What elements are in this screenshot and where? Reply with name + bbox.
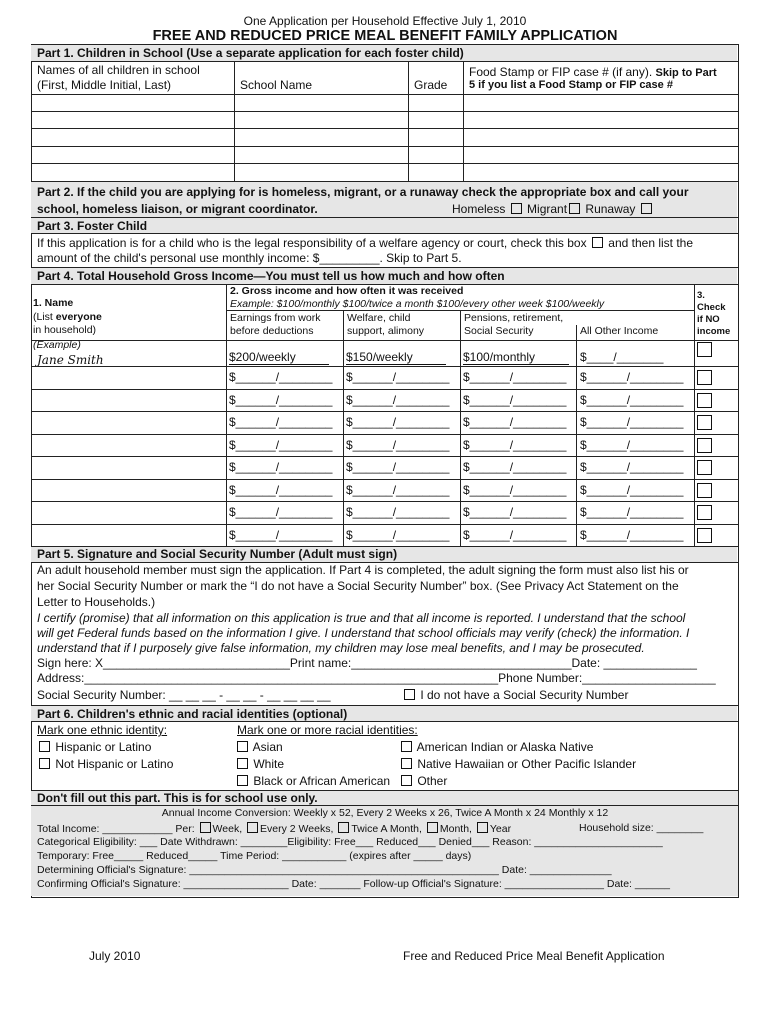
hawaiian-option: Native Hawaiian or Other Pacific Islander xyxy=(399,757,636,771)
homeless-label: Homeless xyxy=(452,202,506,216)
income-amount-field[interactable]: $______/________ xyxy=(580,437,684,452)
year-checkbox[interactable] xyxy=(477,822,488,833)
example-other: $____/_______ xyxy=(580,350,664,364)
categorical-line: Categorical Eligibility: ___ Date Withdrawn: ________Eligibility: Free___ Reduced___ Denied___ Reason: ______________________ xyxy=(37,836,663,848)
black-checkbox[interactable] xyxy=(237,775,248,786)
col-pensions-2: Social Security xyxy=(464,325,534,337)
gross-income-example: Example: $100/monthly $100/twice a month $100/every other week $100/weekly xyxy=(230,298,605,310)
col-earnings-1: Earnings from work xyxy=(230,312,321,324)
check-col-2: Check xyxy=(697,302,726,313)
income-amount-field[interactable]: $______/________ xyxy=(229,370,333,384)
part2-heading-2: school, homeless liaison, or migrant coordinator. xyxy=(37,202,318,216)
col-welfare-1: Welfare, child xyxy=(347,312,411,324)
check-col-1: 3. xyxy=(697,290,705,301)
white-checkbox[interactable] xyxy=(237,758,248,769)
hawaiian-checkbox[interactable] xyxy=(401,758,412,769)
household-member-name-field[interactable] xyxy=(32,502,225,523)
part1-row[interactable] xyxy=(32,164,737,180)
no-income-checkbox[interactable] xyxy=(697,415,712,430)
migrant-checkbox[interactable] xyxy=(569,203,580,214)
income-amount-field[interactable]: $______/________ xyxy=(229,415,333,429)
part2-options xyxy=(452,202,654,216)
certify-line-2: will get Federal funds based on the information I give. I understand that school officials may verify (check) the information. I xyxy=(37,626,690,640)
income-amount-field[interactable]: $______/________ xyxy=(346,437,450,452)
income-amount-field[interactable]: $______/________ xyxy=(229,505,333,519)
income-amount-field[interactable]: $______/________ xyxy=(463,460,567,474)
no-income-checkbox[interactable] xyxy=(697,528,712,543)
check-col-4: income xyxy=(697,326,731,337)
income-amount-field[interactable]: $______/________ xyxy=(346,482,450,497)
ethnic-heading: Mark one ethnic identity: xyxy=(37,723,168,737)
income-amount-field[interactable]: $______/________ xyxy=(229,482,333,497)
header-subtitle: One Application per Household Effective July 1, 2010 xyxy=(243,14,527,28)
income-amount-field[interactable]: $______/________ xyxy=(346,415,450,429)
example-earnings: $200/weekly xyxy=(229,350,329,365)
part3-heading: Part 3. Foster Child xyxy=(37,219,148,233)
no-income-checkbox[interactable] xyxy=(697,342,712,357)
hispanic-checkbox[interactable] xyxy=(39,741,50,752)
col-other-income: All Other Income xyxy=(580,325,659,337)
black-option: Black or African American xyxy=(235,774,390,788)
determining-official-line: Determining Official's Signature: _____________________________________________________ Date: ______________ xyxy=(37,864,612,876)
confirming-official-line: Confirming Official's Signature: __________________ Date: _______ Follow-up Official's Signature: _________________ Date: ______ xyxy=(37,878,670,890)
income-amount-field[interactable]: $______/________ xyxy=(463,505,567,519)
other-race-checkbox[interactable] xyxy=(401,775,412,786)
income-amount-field[interactable]: $______/________ xyxy=(580,415,684,429)
foster-child-checkbox[interactable] xyxy=(592,237,603,248)
income-amount-field[interactable]: $______/________ xyxy=(580,392,684,407)
example-label: (Example) xyxy=(33,339,81,351)
income-amount-field[interactable]: $______/________ xyxy=(463,415,567,429)
part5-para-2: her Social Security Number or mark the “I do not have a Social Security Number” box. (See Privacy Act Statement on the xyxy=(37,579,679,593)
income-amount-field[interactable]: $______/________ xyxy=(229,437,333,452)
col-foodstamp-label-1: Food Stamp or FIP case # (if any). Skip to Part xyxy=(469,65,717,79)
every-2-weeks-checkbox[interactable] xyxy=(247,822,258,833)
no-ssn-option: I do not have a Social Security Number xyxy=(402,688,628,702)
income-amount-field[interactable]: $______/________ xyxy=(346,392,450,407)
twice-month-checkbox[interactable] xyxy=(338,822,349,833)
household-member-name-field[interactable] xyxy=(32,390,225,411)
name-col-heading: 1. Name xyxy=(33,297,74,309)
certify-line-1: I certify (promise) that all information on this application is true and that all income is reported. I understand that the school xyxy=(37,611,686,625)
part1-row[interactable] xyxy=(32,147,737,163)
ssn-line[interactable]: Social Security Number: __ __ __ - __ __ - __ __ __ __ xyxy=(37,688,331,702)
example-welfare: $150/weekly xyxy=(346,350,446,365)
income-amount-field[interactable]: $______/________ xyxy=(229,527,333,542)
income-amount-field[interactable]: $______/________ xyxy=(580,505,684,519)
col-names-label-1: Names of all children in school xyxy=(37,63,200,77)
household-size: Household size: ________ xyxy=(579,822,704,834)
total-income-line: Total Income: ____________ Per: Week, Every 2 Weeks, Twice A Month, Month, Year xyxy=(37,823,512,835)
no-income-checkbox[interactable] xyxy=(697,460,712,475)
income-amount-field[interactable]: $______/________ xyxy=(229,392,333,407)
income-amount-field[interactable]: $______/________ xyxy=(463,370,567,384)
week-checkbox[interactable] xyxy=(200,822,211,833)
col-foodstamp-label-2: 5 if you list a Food Stamp or FIP case # xyxy=(469,79,673,91)
example-pensions: $100/monthly xyxy=(463,350,569,365)
income-amount-field[interactable]: $______/________ xyxy=(346,460,450,474)
income-amount-field[interactable]: $______/________ xyxy=(580,460,684,474)
footer-title: Free and Reduced Price Meal Benefit Application xyxy=(403,949,665,963)
part5-para-1: An adult household member must sign the application. If Part 4 is completed, the adult signing the form must also list his or xyxy=(37,563,689,577)
american-indian-checkbox[interactable] xyxy=(401,741,412,752)
income-amount-field[interactable]: $______/________ xyxy=(463,437,567,452)
footer-date: July 2010 xyxy=(89,949,141,963)
no-income-checkbox[interactable] xyxy=(697,438,712,453)
conversion-note: Annual Income Conversion: Weekly x 52, Every 2 Weeks x 26, Twice A Month x 24 Monthly x 12 xyxy=(161,807,609,819)
white-option: White xyxy=(235,757,284,771)
income-amount-field[interactable]: $______/________ xyxy=(580,527,684,542)
household-member-name-field[interactable] xyxy=(32,525,225,546)
racial-heading: Mark one or more racial identities: xyxy=(237,723,418,737)
part3-text-1: If this application is for a child who is the legal responsibility of a welfare agency or court, check this box and then list the xyxy=(37,236,694,250)
not-hispanic-option: Not Hispanic or Latino xyxy=(37,757,173,771)
income-amount-field[interactable]: $______/________ xyxy=(580,370,684,384)
example-name: Jane Smith xyxy=(37,353,104,367)
col-school-label: School Name xyxy=(240,78,313,92)
runaway-label: Runaway xyxy=(585,202,636,216)
school-use-heading: Don't fill out this part. This is for school use only. xyxy=(37,791,318,805)
signature-line[interactable]: Sign here: X____________________________Print name:_________________________________Date: ______________ xyxy=(37,656,697,670)
col-pensions-1: Pensions, retirement, xyxy=(464,312,564,324)
household-member-name-field[interactable] xyxy=(32,412,225,433)
runaway-checkbox[interactable] xyxy=(641,203,652,214)
income-amount-field[interactable]: $______/________ xyxy=(346,505,450,519)
migrant-label: Migrant xyxy=(527,202,568,216)
income-amount-field[interactable]: $______/________ xyxy=(346,527,450,542)
income-amount-field[interactable]: $______/________ xyxy=(580,482,684,497)
income-amount-field[interactable]: $______/________ xyxy=(463,482,567,497)
household-member-name-field[interactable] xyxy=(32,435,225,456)
name-col-sub-2: in household) xyxy=(33,324,97,336)
homeless-checkbox[interactable] xyxy=(511,203,522,214)
part1-heading: Part 1. Children in School (Use a separate application for each foster child) xyxy=(37,46,464,60)
form-title: FREE AND REDUCED PRICE MEAL BENEFIT FAMILY APPLICATION xyxy=(152,28,618,44)
check-col-3: if NO xyxy=(697,314,720,325)
asian-checkbox[interactable] xyxy=(237,741,248,752)
col-grade-label: Grade xyxy=(414,78,448,92)
income-amount-field[interactable]: $______/________ xyxy=(346,370,450,384)
part5-para-3: Letter to Households.) xyxy=(37,595,156,609)
no-income-checkbox[interactable] xyxy=(697,370,712,385)
part1-row[interactable] xyxy=(32,112,737,128)
part1-row[interactable] xyxy=(32,95,737,111)
part5-heading: Part 5. Signature and Social Security Number (Adult must sign) xyxy=(37,547,398,561)
household-member-name-field[interactable] xyxy=(32,480,225,501)
month-checkbox[interactable] xyxy=(427,822,438,833)
not-hispanic-checkbox[interactable] xyxy=(39,758,50,769)
other-race-option: Other xyxy=(399,774,447,788)
part2-heading-1: Part 2. If the child you are applying for is homeless, migrant, or a runaway check the appropriate box and call your xyxy=(37,185,689,199)
no-ssn-checkbox[interactable] xyxy=(404,689,415,700)
part6-heading: Part 6. Children's ethnic and racial identities (optional) xyxy=(37,707,348,721)
household-member-name-field[interactable] xyxy=(32,367,225,388)
gross-income-heading: 2. Gross income and how often it was received xyxy=(230,285,464,297)
col-welfare-2: support, alimony xyxy=(347,325,425,337)
hispanic-option: Hispanic or Latino xyxy=(37,740,151,754)
col-names-label-2: (First, Middle Initial, Last) xyxy=(37,78,172,92)
income-amount-field[interactable]: $______/________ xyxy=(463,527,567,542)
address-line[interactable]: Address:______________________________________________________________Phone Number:____________________ xyxy=(37,671,716,685)
asian-option: Asian xyxy=(235,740,283,754)
income-amount-field[interactable]: $______/________ xyxy=(463,392,567,407)
name-col-sub-1: (List everyone xyxy=(33,311,102,323)
income-amount-field[interactable]: $______/________ xyxy=(229,460,333,474)
no-income-checkbox[interactable] xyxy=(697,483,712,498)
no-income-checkbox[interactable] xyxy=(697,505,712,520)
american-indian-option: American Indian or Alaska Native xyxy=(399,740,593,754)
col-earnings-2: before deductions xyxy=(230,325,314,337)
part4-heading: Part 4. Total Household Gross Income—You must tell us how much and how often xyxy=(37,269,505,283)
no-income-checkbox[interactable] xyxy=(697,393,712,408)
certify-line-3: understand that if I purposely give false information, my children may lose meal benefits, and I may be prosecuted. xyxy=(37,641,645,655)
part1-row[interactable] xyxy=(32,129,737,145)
household-member-name-field[interactable] xyxy=(32,457,225,478)
temporary-line: Temporary: Free_____ Reduced_____ Time Period: ___________ (expires after _____ days) xyxy=(37,850,472,862)
part3-text-2: amount of the child's personal use monthly income: $_________. Skip to Part 5. xyxy=(37,251,462,265)
